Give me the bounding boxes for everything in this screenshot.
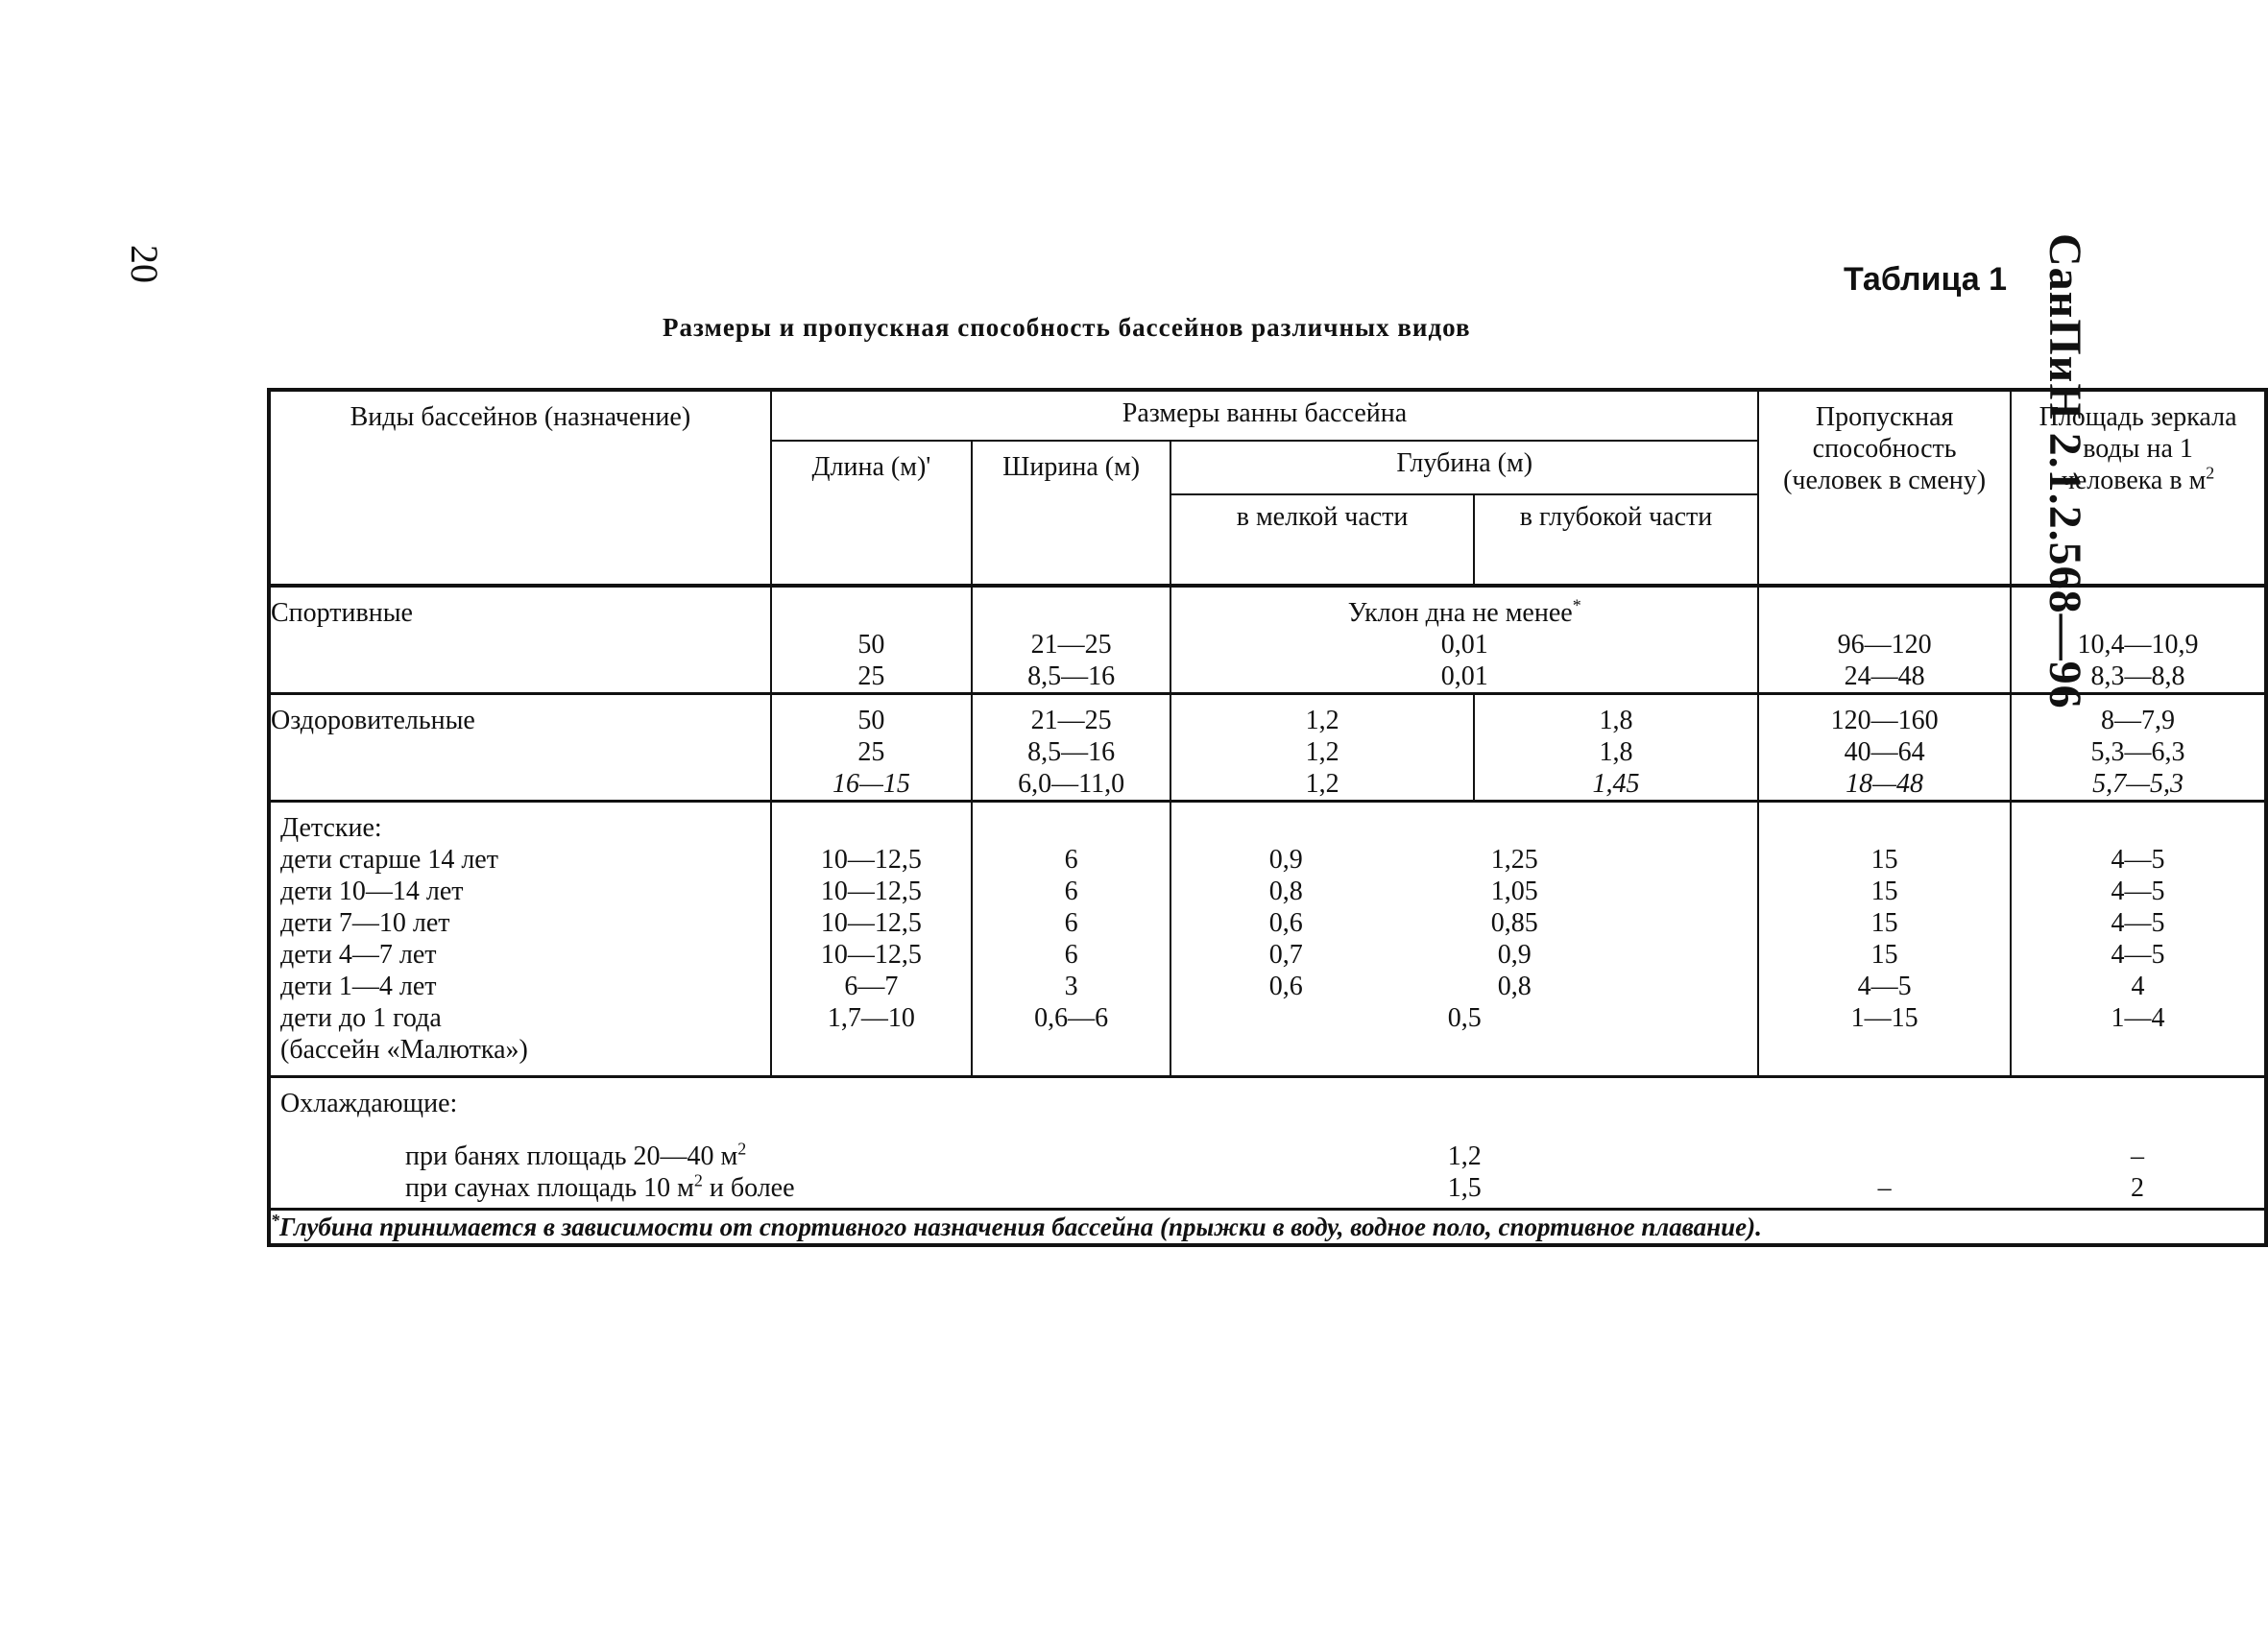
table-cell: 1,2 xyxy=(1447,1141,1482,1171)
table-cell: 50 xyxy=(857,706,885,735)
table-row-label: дети 1—4 лет xyxy=(280,972,437,1001)
table-cell: 1,2 xyxy=(1305,769,1339,799)
table-row-label: (бассейн «Малютка») xyxy=(280,1035,528,1065)
table-cell: 24—48 xyxy=(1844,661,1925,691)
table-cell: 15 xyxy=(1870,940,1898,970)
table-cell: 25 xyxy=(857,661,885,691)
header-length: Длина (м)' xyxy=(771,441,972,586)
table-cell: 8,5—16 xyxy=(1027,737,1116,767)
header-types: Виды бассейнов (назначение) xyxy=(269,390,771,586)
table-cell: – xyxy=(2131,1141,2145,1171)
table-label: Таблица 1 xyxy=(1844,261,2008,298)
table-cell: 0,6—6 xyxy=(1034,1003,1109,1033)
table-cell: 5,3—6,3 xyxy=(2090,737,2185,767)
table-cell: 0,8 xyxy=(1268,877,1303,906)
slope-note: Уклон дна не менее* xyxy=(1347,595,1581,628)
table-cell: 4—5 xyxy=(2111,845,2165,875)
table-cell: 8,3—8,8 xyxy=(2090,661,2185,691)
header-capacity: Пропускная способность (человек в смену) xyxy=(1758,390,2011,586)
document-code: СанПиН 2.1.2.568—96 xyxy=(2039,233,2090,709)
table-caption: Размеры и пропускная способность бассейнов различных видов xyxy=(663,313,1471,342)
table-cell: 10—12,5 xyxy=(820,908,922,938)
footnote: *Глубина принимается в зависимости от спортивного назначения бассейна (прыжки в воду, водное поло, спортивное плавание). xyxy=(269,1210,2266,1246)
table-cell: 1,05 xyxy=(1490,877,1538,906)
group-health xyxy=(269,694,2266,802)
table-cell: 120—160 xyxy=(1830,706,1939,735)
pools-table xyxy=(267,388,2268,1247)
header-deep: в глубокой части xyxy=(1474,494,1758,586)
header-depth: Глубина (м) xyxy=(1170,441,1758,494)
table-cell: 1,8 xyxy=(1599,737,1633,767)
table-cell: 1,2 xyxy=(1305,706,1339,735)
table-cell: 10—12,5 xyxy=(820,877,922,906)
table-cell: 0,5 xyxy=(1447,1003,1482,1033)
table-cell: 0,9 xyxy=(1497,940,1532,970)
group-sport xyxy=(269,586,2266,694)
table-cell: 3 xyxy=(1064,972,1078,1001)
table-cell: 0,6 xyxy=(1268,908,1303,938)
table-cell: 10,4—10,9 xyxy=(2077,630,2199,660)
group-cooling xyxy=(269,1077,2266,1210)
table-cell: 4—5 xyxy=(1857,972,1912,1001)
page-number: 20 xyxy=(123,245,166,283)
group-children xyxy=(269,802,2266,1077)
table-cell: 0,01 xyxy=(1440,630,1488,660)
table-row-label: дети до 1 года xyxy=(280,1003,442,1033)
table-cell: 0,7 xyxy=(1268,940,1303,970)
table-cell: 18—48 xyxy=(1846,769,1924,799)
table-cell: 1,45 xyxy=(1592,769,1640,799)
table-cell: 10—12,5 xyxy=(820,940,922,970)
table-cell: 15 xyxy=(1870,908,1898,938)
table-row-label: дети 10—14 лет xyxy=(280,877,464,906)
table-cell: 21—25 xyxy=(1030,630,1112,660)
group-sport-title: Спортивные xyxy=(271,598,413,628)
table-row-label: дети 4—7 лет xyxy=(280,940,437,970)
header-dimensions: Размеры ванны бассейна xyxy=(771,390,1758,441)
table-cell: 1,5 xyxy=(1447,1173,1482,1203)
table-cell: – xyxy=(1877,1173,1892,1203)
table-cell: 96—120 xyxy=(1837,630,1932,660)
table-cell xyxy=(1758,1141,2011,1172)
table-cell: 40—64 xyxy=(1844,737,1925,767)
table-cell: 6 xyxy=(1064,877,1078,906)
table-cell: 25 xyxy=(857,737,885,767)
footnote-row xyxy=(269,1210,2266,1246)
table-cell: 1,8 xyxy=(1599,706,1633,735)
table-cell: 1—4 xyxy=(2111,1003,2165,1033)
table-cell: 15 xyxy=(1870,877,1898,906)
table-cell: 6 xyxy=(1064,845,1078,875)
table-cell: 1,7—10 xyxy=(827,1003,915,1033)
table-cell: 6 xyxy=(1064,908,1078,938)
table-cell: 1,25 xyxy=(1490,845,1538,875)
table-cell: 4—5 xyxy=(2111,877,2165,906)
table-cell: 6—7 xyxy=(844,972,899,1001)
header-width: Ширина (м) xyxy=(972,441,1170,586)
table-cell: 6,0—11,0 xyxy=(1018,769,1125,799)
group-cooling-title: Охлаждающие: xyxy=(280,1089,458,1118)
table-cell: 15 xyxy=(1870,845,1898,875)
table-row-label: дети старше 14 лет xyxy=(280,845,498,875)
table-cell: 0,9 xyxy=(1268,845,1303,875)
group-children-title: Детские: xyxy=(280,813,382,843)
table-cell: 1—15 xyxy=(1850,1003,1918,1033)
table-cell: 8—7,9 xyxy=(2101,706,2176,735)
group-health-title: Оздоровительные xyxy=(271,706,475,735)
table-cell: 4—5 xyxy=(2111,908,2165,938)
table-cell: 2 xyxy=(2131,1173,2145,1203)
table-cell: 50 xyxy=(857,630,885,660)
table-cell: 8,5—16 xyxy=(1027,661,1116,691)
header-area: Площадь зеркала воды на 1 человека в $м^2$ xyxy=(2011,390,2266,586)
header-shallow: в мелкой части xyxy=(1170,494,1474,586)
table-row-label: при саунах площадь 10 $м^2$ и более xyxy=(405,1170,795,1203)
table-cell: 4 xyxy=(2131,972,2145,1001)
table-cell: 0,01 xyxy=(1440,661,1488,691)
table-cell: 5,7—5,3 xyxy=(2092,769,2184,799)
table-cell: 4—5 xyxy=(2111,940,2165,970)
table-cell: 10—12,5 xyxy=(820,845,922,875)
table-cell: 1,2 xyxy=(1305,737,1339,767)
table-cell: 6 xyxy=(1064,940,1078,970)
table-cell: 0,6 xyxy=(1268,972,1303,1001)
table-cell: 16—15 xyxy=(832,769,910,799)
table-cell: 0,8 xyxy=(1497,972,1532,1001)
table-cell: 0,85 xyxy=(1490,908,1538,938)
table-row-label: дети 7—10 лет xyxy=(280,908,450,938)
table-row-label: при банях площадь 20—40 $м^2$ xyxy=(405,1139,747,1171)
table-cell: 21—25 xyxy=(1030,706,1112,735)
